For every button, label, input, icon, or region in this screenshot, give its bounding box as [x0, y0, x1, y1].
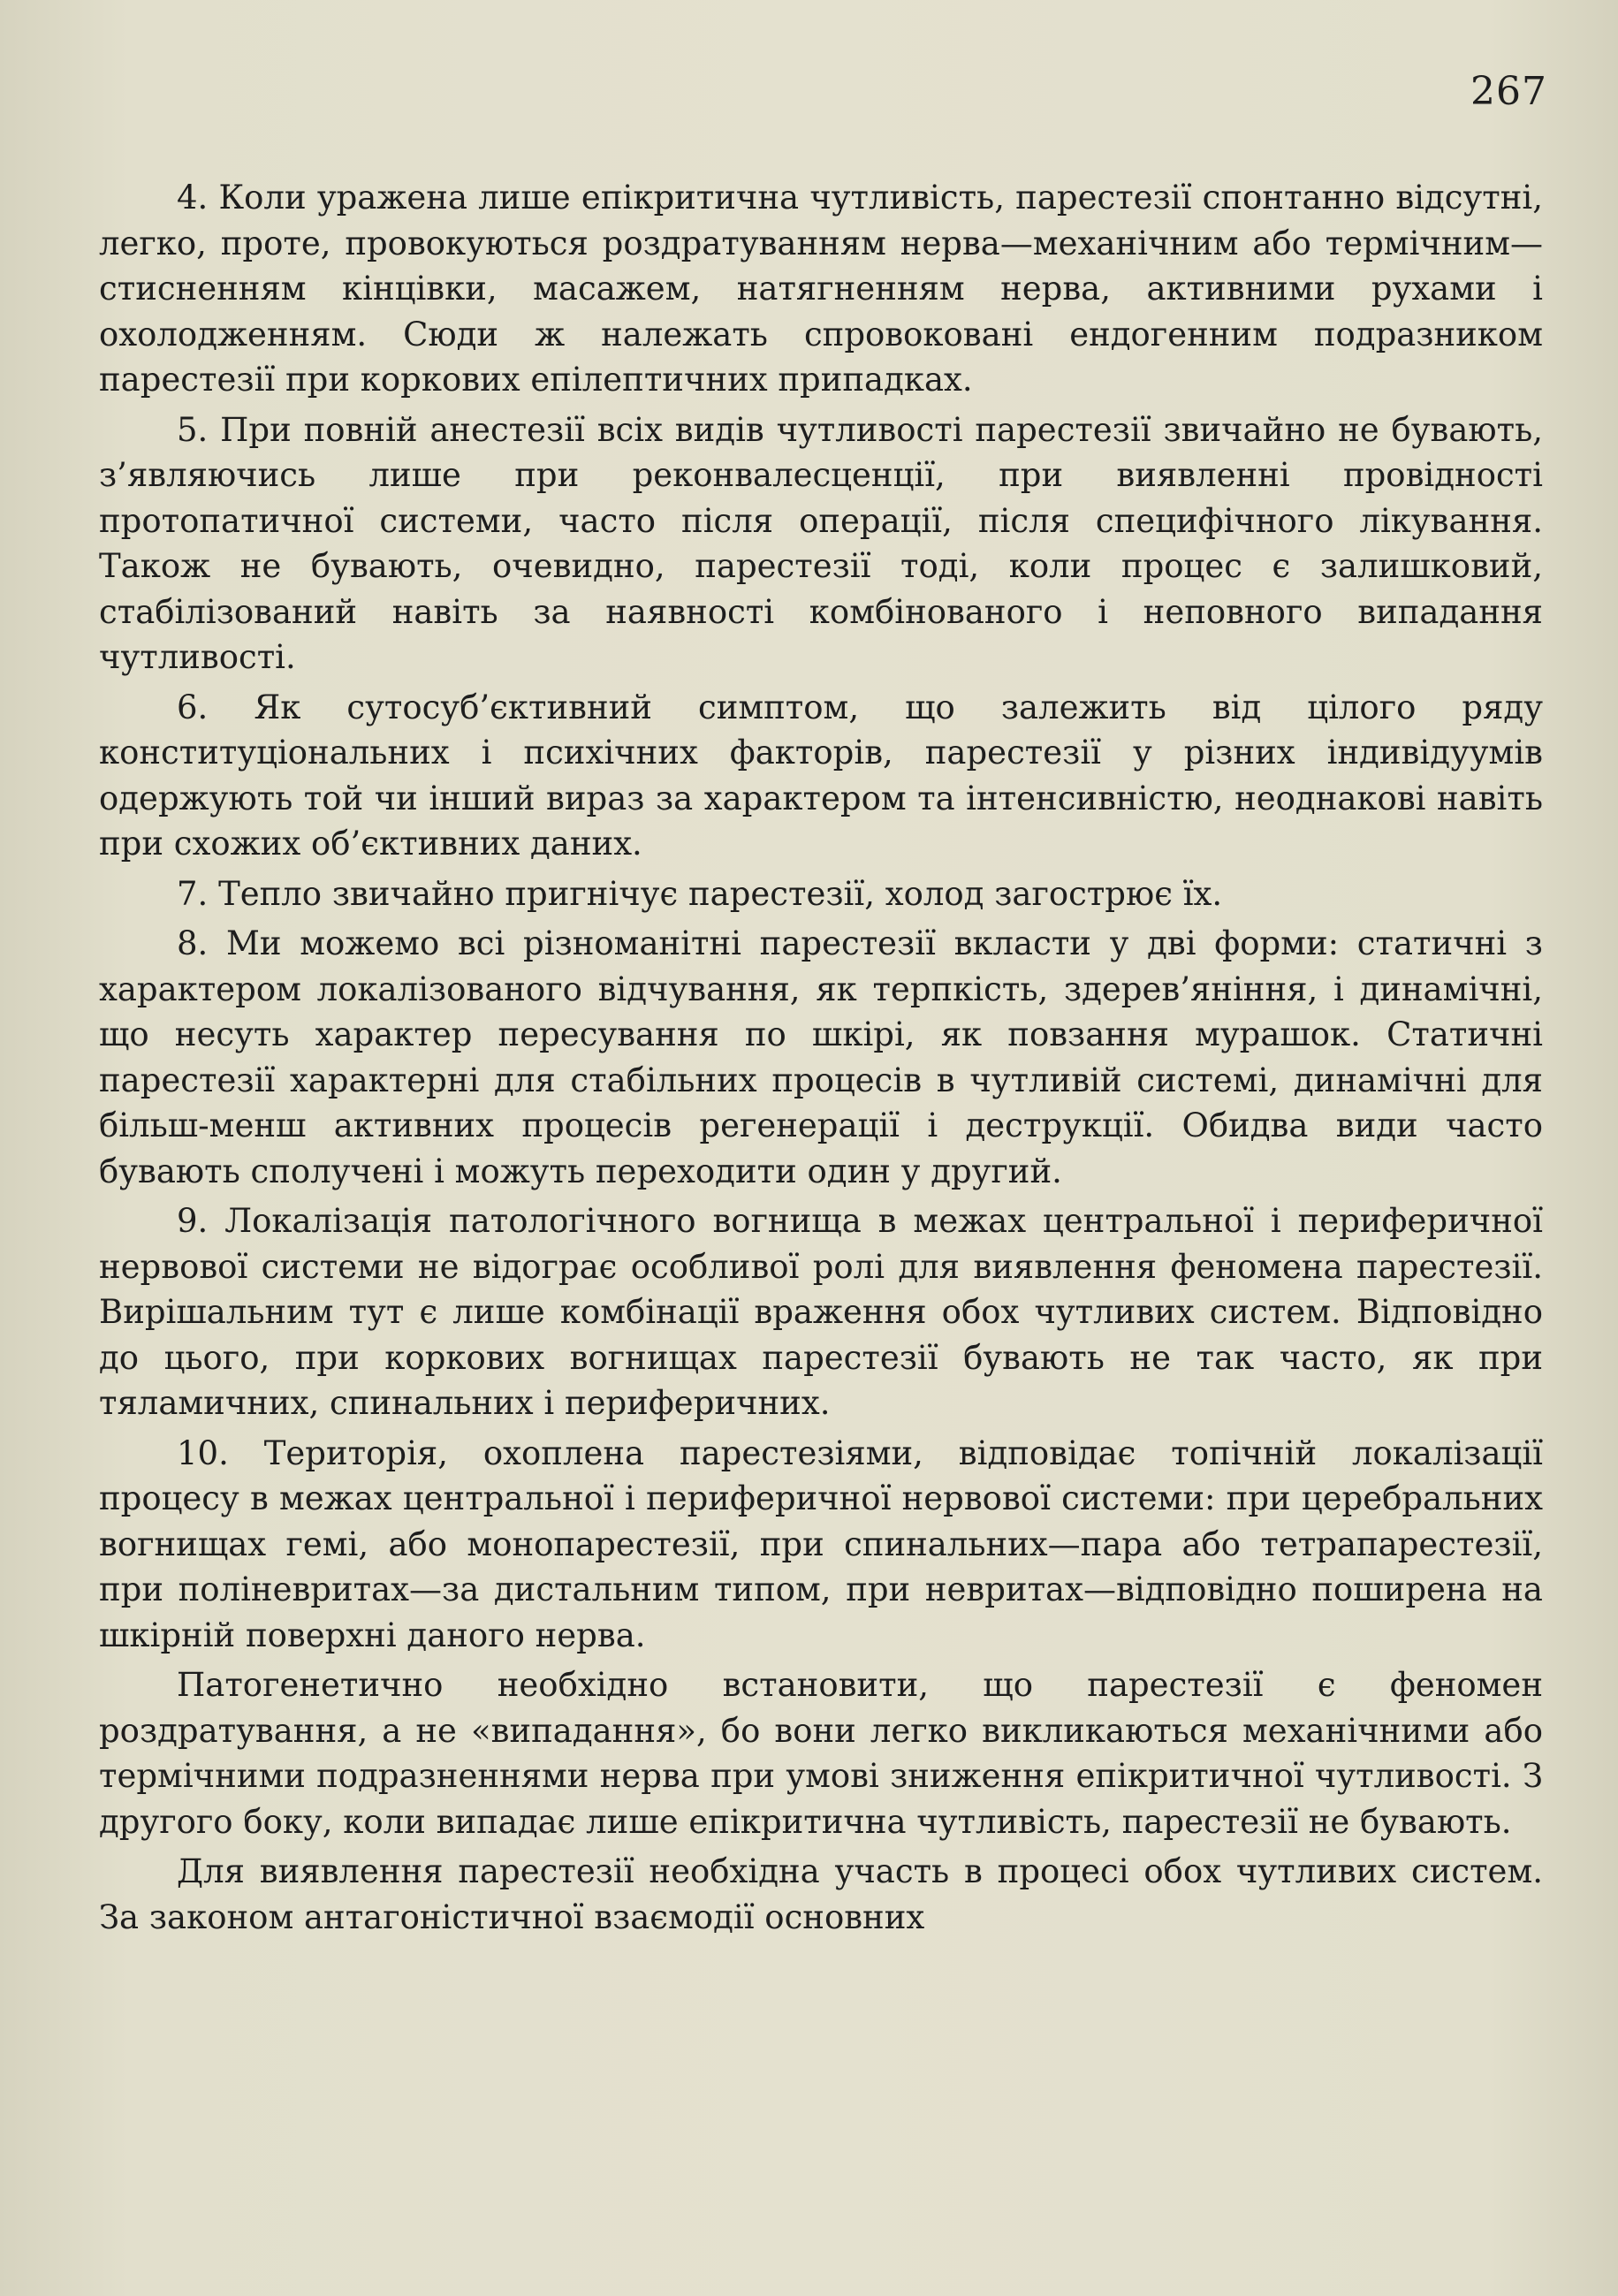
paragraph-item-5: 5. При повній анестезії всіх видів чутливості парестезії звичайно не бувають, з’являючись лише при реконвалесценції, при виявленні провідності протопатичної системи, часто після операції, після специфічного лікування. Також не бувають, очевидно, парестезії тоді, коли процес є залишковий, стабілізований навіть за наявності комбінованого і неповного випадання чутливості. [99, 410, 1543, 676]
paragraph-item-10: 10. Територія, охоплена парестезіями, відповідає топічній локалізації процесу в межах центральної і периферичної нервової системи: при церебральних вогнищах гемі, або монопарестезії, при спинальних—пара або тетрапарестезії, при поліневритах—за дистальним типом, при невритах—відповідно поширена на шкірній поверхні даного нерва. [99, 1433, 1543, 1654]
paragraph-item-9: 9. Локалізація патологічного вогнища в межах центральної і периферичної нервової системи не відограє особливої ролі для виявлення феномена парестезії. Вирішальним тут є лише комбінації враження обох чутливих систем. Відповідно до цього, при коркових вогнищах парестезії бувають не так часто, як при тяламичних, спинальних і периферичних. [99, 1202, 1543, 1422]
paragraph-item-4: 4. Коли уражена лише епікритична чутливість, парестезії спонтанно відсутні, легко, проте, провокуються роздратуванням нерва—механічним або термічним—стисненням кінцівки, масажем, натягненням нерва, активними рухами і охолодженням. Сюди ж належать спровоковані ендогенним подразником парестезії при коркових епілептичних припадках. [99, 179, 1543, 399]
body-text [99, 175, 1543, 1944]
paragraph-pathogenesis: Патогенетично необхідно встановити, що парестезії є феномен роздратування, а не «випадання», бо вони легко викликаються механічними або термічними подразненнями нерва при умові зниження епікритичної чутливості. З другого боку, коли випадає лише епікритична чутливість, парестезії не бувають. [99, 1666, 1543, 1841]
paragraph-item-6: 6. Як сутосуб’єктивний симптом, що залежить від цілого ряду конституціональних і психічних факторів, парестезії у різних індивідуумів одержують той чи інший вираз за характером та інтенсивністю, неоднакові навіть при схожих об’єктивних даних. [99, 688, 1543, 863]
page-number: 267 [1470, 69, 1547, 114]
paragraph-item-7: 7. Тепло звичайно пригнічує парестезії, холод загострює їх. [177, 874, 1223, 913]
paragraph-item-8: 8. Ми можемо всі різноманітні парестезії вкласти у дві форми: статичні з характером локалізованого відчування, як терпкість, здерев’яніння, і динамічні, що несуть характер пересування по шкірі, як повзання мурашок. Статичні парестезії характерні для стабільних процесів в чутливій системі, динамічні для більш-менш активних процесів регенерації і деструкції. Обидва види часто бувають сполучені і можуть переходити один у другий. [99, 924, 1543, 1190]
paragraph-conclusion: Для виявлення парестезії необхідна участь в процесі обох чутливих систем. За законом антагоністичної взаємодії основних [99, 1852, 1543, 1936]
